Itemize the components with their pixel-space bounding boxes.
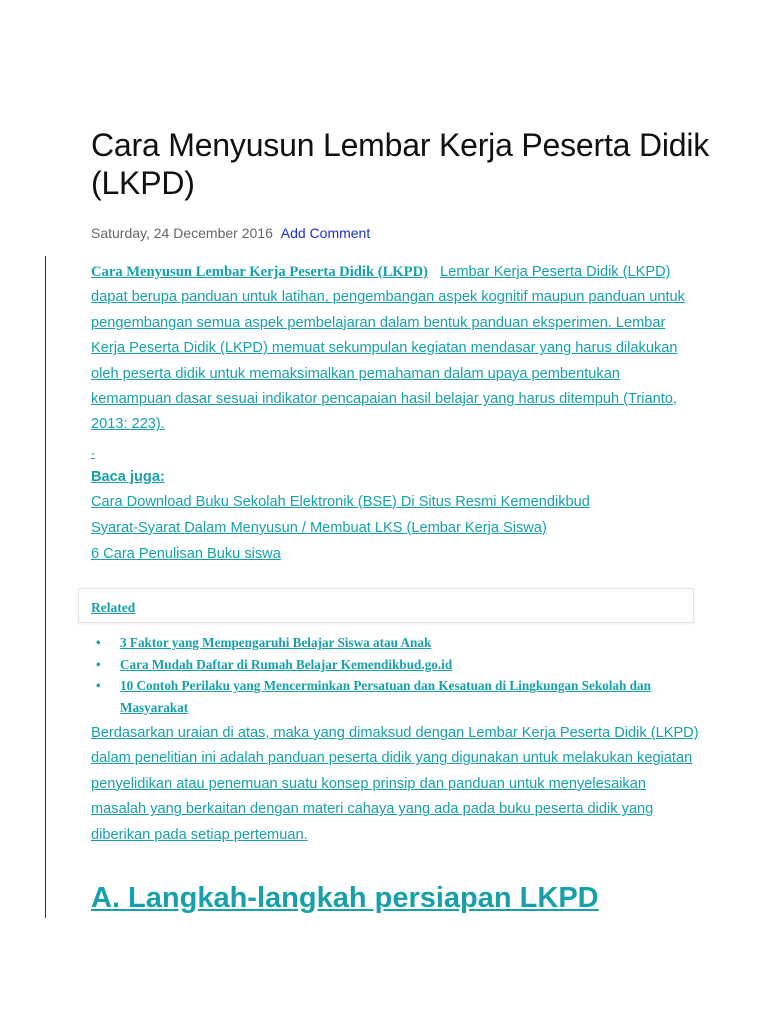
post-meta [91, 224, 370, 242]
related-label: Related [91, 600, 136, 615]
related-list [96, 632, 686, 718]
bullet-icon: • [96, 656, 101, 672]
baca-juga-link[interactable]: 6 Cara Penulisan Buku siswa [91, 546, 281, 562]
baca-juga-link[interactable]: Syarat-Syarat Dalam Menyusun / Membuat LKS (Lembar Kerja Siswa) [91, 520, 547, 536]
section-heading[interactable]: A. Langkah-langkah persiapan LKPD [91, 882, 599, 914]
related-item-label: 3 Faktor yang Mempengaruhi Belajar Siswa atau Anak [120, 635, 432, 650]
conclusion-paragraph [91, 721, 701, 848]
separator-dash: - [91, 446, 95, 460]
related-item[interactable] [96, 632, 686, 654]
post-date: Saturday, 24 December 2016 [91, 225, 273, 241]
intro-paragraph [91, 260, 701, 438]
related-box [78, 588, 694, 623]
related-item[interactable] [96, 675, 686, 718]
baca-juga-list [91, 489, 711, 567]
baca-juga-label: Baca juga: [91, 469, 165, 485]
intro-body-link[interactable]: Lembar Kerja Peserta Didik (LKPD) dapat berupa panduan untuk latihan, pengembangan aspek kognitif maupun panduan untuk pengembangan semua aspek pembelajaran dalam bentuk panduan eksperimen. Lembar Kerja Peserta Didik (LKPD) memuat sekumpulan kegiatan mendasar yang harus dilakukan oleh peserta didik untuk memaksimalkan pemahaman dalam upaya pembentukan kemampuan dasar sesuai indikator pencapaian hasil belajar yang harus ditempuh (Trianto, 2013: 223). [91, 264, 685, 433]
add-comment-link[interactable]: Add Comment [280, 225, 371, 241]
intro-lead-link[interactable]: Cara Menyusun Lembar Kerja Peserta Didik (LKPD) [91, 264, 428, 280]
related-item[interactable] [96, 654, 686, 676]
left-margin-rule [45, 256, 46, 918]
bullet-icon: • [96, 635, 101, 650]
related-item-label: 10 Contoh Perilaku yang Mencerminkan Persatuan dan Kesatuan di Lingkungan Sekolah dan Masyarakat [120, 678, 651, 715]
conclusion-link[interactable]: Berdasarkan uraian di atas, maka yang dimaksud dengan Lembar Kerja Peserta Didik (LKPD) dalam penelitian ini adalah panduan peserta didik yang digunakan untuk melakukan kegiatan penyelidikan atau penemuan suatu konsep prinsip dan panduan untuk menyelesaikan masalah yang berkaitan dengan materi cahaya yang ada pada buku peserta didik yang diberikan pada setiap pertemuan. [91, 725, 699, 843]
bullet-icon: • [96, 678, 101, 693]
baca-juga-link[interactable]: Cara Download Buku Sekolah Elektronik (BSE) Di Situs Resmi Kemendikbud [91, 494, 590, 510]
related-item-label: Cara Mudah Daftar di Rumah Belajar Kemendikbud.go.id [120, 656, 453, 672]
page-title: Cara Menyusun Lembar Kerja Peserta Didik (LKPD) [91, 127, 710, 201]
